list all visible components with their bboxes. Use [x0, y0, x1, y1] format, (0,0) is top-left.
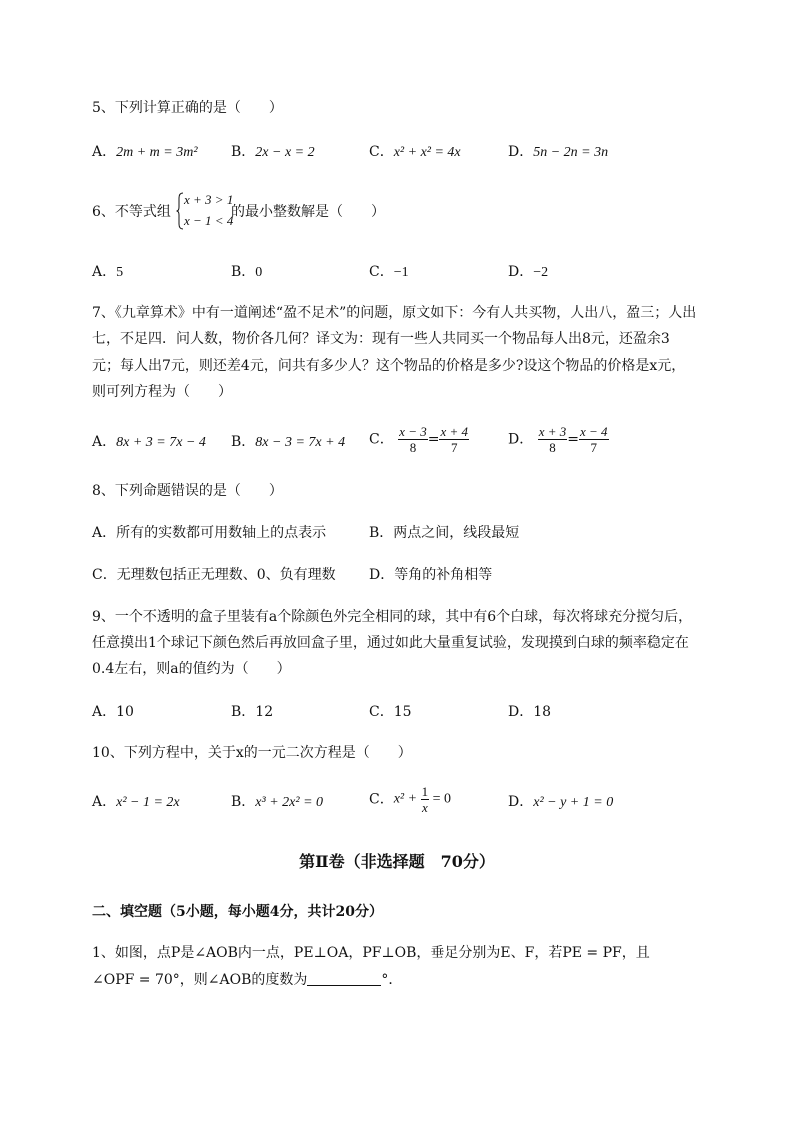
option-label: C． [369, 144, 394, 160]
fraction [398, 424, 428, 455]
q10-option-b [231, 792, 323, 813]
denominator: 8 [409, 440, 417, 455]
answer-blank[interactable] [307, 971, 381, 986]
section-title: 第Ⅱ卷（非选择题 70分） [299, 852, 495, 871]
q6-option-d [508, 262, 548, 283]
q5-option-b [231, 142, 315, 163]
denominator: 7 [450, 440, 458, 455]
q10-option-a [92, 792, 180, 813]
equals-sign: = [567, 431, 579, 448]
option-label: B． [231, 704, 256, 720]
q10-option-c [369, 784, 451, 815]
numerator: x + 3 [538, 424, 567, 439]
q6-inequality-2: x − 1 < 4 [184, 213, 234, 228]
option-label: C． [369, 431, 394, 448]
fill1-line-2 [92, 970, 402, 990]
fraction [439, 424, 469, 455]
fraction [579, 424, 609, 455]
option-label: B． [231, 434, 256, 450]
q9-option-c [369, 702, 412, 722]
option-label: D． [508, 264, 534, 280]
q8-option-d [369, 565, 492, 585]
option-label: C． [92, 567, 117, 583]
q6-prefix: 6、不等式组 [92, 204, 171, 220]
option-label: B． [231, 144, 256, 160]
option-expr: 8x − 3 = 7x + 4 [255, 435, 346, 450]
option-label: B． [231, 794, 256, 810]
q6-inequality-1: x + 3 > 1 [184, 192, 234, 207]
q7-option-b [231, 432, 345, 453]
option-value: 15 [393, 704, 412, 720]
q7-option-c [369, 424, 469, 455]
q6-suffix: 的最小整数解是（ ） [231, 204, 385, 220]
fraction [421, 784, 430, 815]
q7-line-3: 元；每人出7元，则还差4元，问共有多少人？这个物品的价格是多少?设这个物品的价格是x元， [92, 358, 686, 374]
q8-option-b [369, 523, 519, 543]
denominator: 8 [549, 440, 556, 455]
q5-stem: 5、下列计算正确的是（ ） [92, 100, 283, 116]
denominator: x [421, 800, 428, 815]
q6-option-b [231, 262, 262, 283]
option-label: D． [508, 794, 534, 810]
option-expr: x² + [393, 791, 421, 807]
option-label: C． [369, 704, 394, 720]
numerator: 1 [421, 784, 429, 799]
option-label: C． [369, 264, 394, 280]
numerator: x − 3 [399, 424, 427, 439]
q9-line-1: 9、一个不透明的盒子里装有a个除颜色外完全相同的球，其中有6个白球，每次将球充分搅匀后， [92, 609, 693, 625]
q8-option-a [92, 523, 326, 543]
q9-line-3: 0.4左右，则a的值约为（ ） [92, 661, 291, 677]
fill1-text-end: °． [381, 972, 403, 988]
option-label: B． [231, 264, 256, 280]
q7-line-2: 七，不足四．问人数，物价各几何？译文为：现有一些人共同买一个物品每人出8元，还盈余3 [92, 331, 670, 347]
option-text: 等角的补角相等 [394, 567, 493, 583]
option-expr: 2x − x = 2 [255, 145, 315, 160]
brace-symbol [176, 192, 184, 230]
q5-option-c [369, 142, 461, 163]
q9-option-b [231, 702, 273, 722]
q10-option-d [508, 792, 613, 813]
fill1-text: ∠OPF = 70°，则∠AOB的度数为 [92, 972, 308, 988]
q7-option-d [508, 424, 609, 455]
option-label: A． [92, 525, 117, 541]
q10-stem: 10、下列方程中，关于x的一元二次方程是（ ） [92, 745, 412, 761]
option-value: 18 [533, 704, 552, 720]
q7-option-a [92, 432, 206, 453]
q8-option-c [92, 565, 336, 585]
option-label: D． [508, 144, 534, 160]
q9-option-d [508, 702, 551, 722]
option-value: 5 [116, 265, 124, 280]
option-label: A． [92, 144, 117, 160]
option-expr: x² + x² = 4x [393, 145, 461, 160]
fraction [538, 424, 568, 455]
option-label: D． [508, 704, 534, 720]
option-label: A． [92, 704, 117, 720]
option-expr: 2m + m = 3m² [116, 145, 198, 160]
numerator: x + 4 [440, 424, 468, 439]
fill1-line-1: 1、如图，点P是∠AOB内一点，PE⊥OA，PF⊥OB，垂足分别为E、F，若PE = PF，且 [92, 945, 650, 961]
denominator: 7 [590, 440, 597, 455]
option-value: 10 [116, 704, 134, 720]
q5-option-d [508, 142, 608, 163]
equals-sign: = [427, 431, 440, 448]
option-expr: x³ + 2x² = 0 [255, 795, 324, 810]
option-label: D． [369, 567, 395, 583]
option-label: D． [508, 431, 534, 448]
option-value: 12 [255, 704, 274, 720]
option-expr: x² − y + 1 = 0 [533, 795, 614, 810]
option-label: A． [92, 264, 117, 280]
q6-option-a [92, 262, 123, 283]
section-subtitle: 二、填空题（5小题，每小题4分，共计20分） [92, 904, 383, 920]
option-value: −2 [533, 265, 549, 280]
option-expr: 5n − 2n = 3n [533, 145, 609, 160]
option-text: 所有的实数都可用数轴上的点表示 [116, 525, 327, 541]
option-value: 0 [255, 265, 263, 280]
q8-stem: 8、下列命题错误的是（ ） [92, 483, 283, 499]
option-expr: x² − 1 = 2x [116, 795, 180, 810]
numerator: x − 4 [579, 424, 608, 439]
option-expr: = 0 [429, 791, 451, 807]
option-label: A． [92, 794, 117, 810]
option-text: 两点之间，线段最短 [393, 525, 520, 541]
option-expr: 8x + 3 = 7x − 4 [116, 435, 206, 450]
q5-option-a [92, 142, 198, 163]
option-label: C． [369, 791, 394, 808]
option-label: B． [369, 525, 394, 541]
q7-line-1: 7、《九章算术》中有一道阐述“盈不足术”的问题，原文如下：今有人共买物，人出八，盈三；人出 [92, 305, 697, 321]
q7-line-4: 则可列方程为（ ） [92, 384, 232, 400]
option-value: −1 [393, 265, 409, 280]
option-label: A． [92, 434, 117, 450]
option-text: 无理数包括正无理数、0、负有理数 [116, 567, 336, 583]
q9-line-2: 任意摸出1个球记下颜色然后再放回盒子里，通过如此大量重复试验，发现摸到白球的频率稳定在 [92, 635, 689, 651]
q9-option-a [92, 702, 134, 722]
q6-option-c [369, 262, 409, 283]
